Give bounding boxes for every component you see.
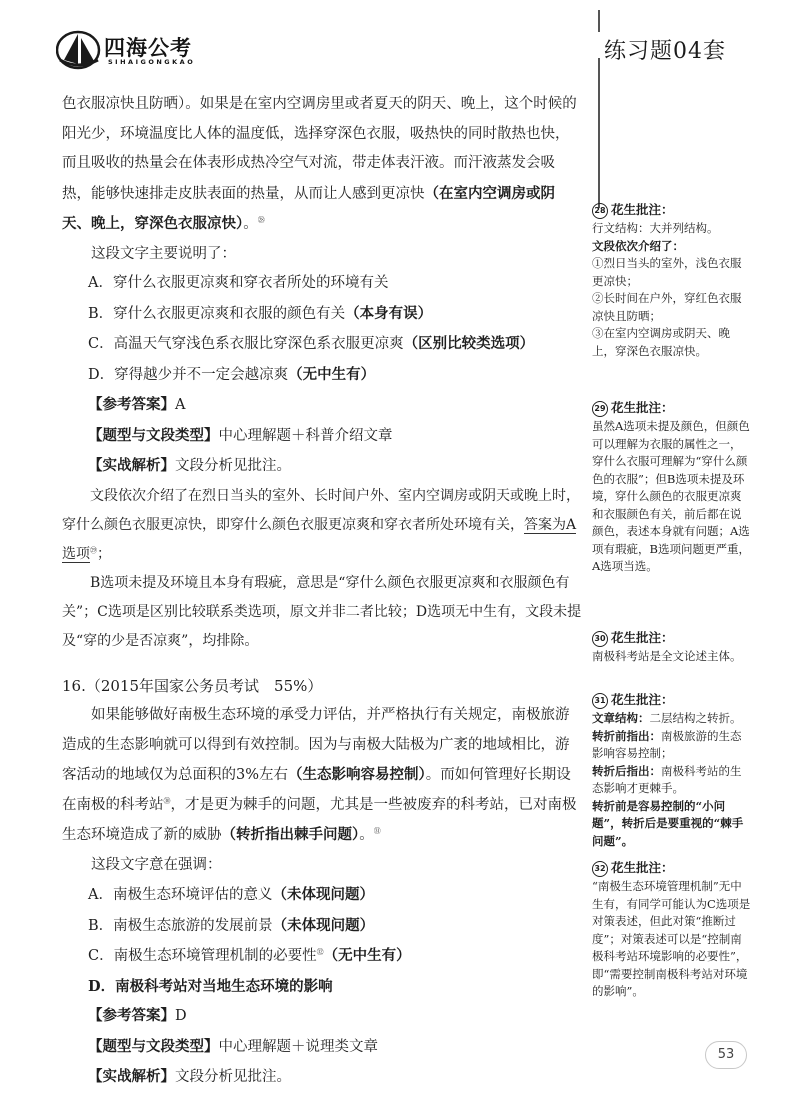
q15-option-c: C．高温天气穿浅色系衣服比穿深色系衣服更凉爽（区别比较类选项） (88, 335, 535, 352)
annotation-29: 29 花生批注： 虽然A选项未提及颜色，但颜色可以理解为衣服的属性之一，穿什么衣服可理解为“穿什么颜色的衣服”；但B选项未提及环境，穿什么颜色的衣服更凉爽和衣服颜色有关，前后都在说颜色，表述本身就有问题；A选项有瑕疵，B选项问题更严重，A选项当选。 (592, 400, 750, 573)
main-column (62, 90, 582, 1093)
set-title: 练习题04套 (604, 39, 726, 64)
annotation-30: 30 花生批注： 南极科考站是全文论述主体。 (592, 630, 742, 663)
logo-text: 四海公考 (104, 36, 192, 60)
q15-passage: 色衣服凉快且防晒）。如果是在室内空调房里或者夏天的阴天、晚上，这个时候的阳光少，环境温度比人体的温度低，选择穿深色衣服，吸热快的同时散热也快，而且吸收的热量会在体表形成热冷空气对流，带走体表汗液。而汗液蒸发会吸热，能够快速排走皮肤表面的热量，从而让人感到更凉快（在室内空调房或阴天、晚上，穿深色衣服凉快）。$^㉘$ (62, 96, 577, 232)
page-number: 53 (705, 1041, 747, 1069)
q16-option-c: C．南极生态环境管理机制的必要性$^㉜$（无中生有） (88, 947, 411, 964)
note-number-31: 31 (592, 693, 608, 709)
note-number-30: 30 (592, 631, 608, 647)
q16-passage: 如果能够做好南极生态环境的承受力评估，并严格执行有关规定，南极旅游造成的生态影响就可以得到有效控制。因为与南极大陆极为广袤的地域相比，游客活动的地域仅为总面积的3%左右（生态影响容易控制）。而如何管理好长期设在南极的科考站$^㉚$，才是更为棘手的问题，尤其是一些被废弃的科考站，已对南极生态环境造成了新的威胁（转折指出棘手问题）。$^㉛$ (62, 707, 577, 843)
logo-subtext: SIHAIGONGKAO (108, 58, 196, 66)
q16-type: 【题型与文段类型】中心理解题＋说理类文章 (88, 1037, 378, 1055)
q16-answer: 【参考答案】D (88, 1007, 187, 1024)
note-number-28: 28 (592, 203, 608, 219)
q16-analysis-label: 【实战解析】文段分析见批注。 (88, 1068, 291, 1085)
q16-option-b: B．南极生态旅游的发展前景（未体现问题） (88, 916, 375, 934)
q16-heading: 16.（2015年国家公务员考试 55%） (62, 676, 323, 695)
margin-rule-top (598, 10, 600, 32)
q15-type: 【题型与文段类型】中心理解题＋科普介绍文章 (88, 426, 393, 444)
page-header (0, 0, 800, 80)
q16-option-d: D．南极科考站对当地生态环境的影响 (88, 977, 333, 995)
q15-answer: 【参考答案】A (88, 396, 186, 413)
sail-logo-icon (56, 30, 102, 70)
q16-option-a: A．南极生态环境评估的意义（未体现问题） (88, 886, 374, 903)
q15-analysis-label: 【实战解析】文段分析见批注。 (88, 457, 291, 474)
q15-explanation-2: B选项未提及环境且本身有瑕疵，意思是“穿什么颜色衣服更凉爽和衣服颜色有关”；C选项是区别比较联系类选项，原文并非二者比较；D选项无中生有，文段未提及“穿的少是否凉爽”，均排除。 (62, 574, 582, 649)
annotation-32: 32 花生批注： “南极生态环境管理机制”无中生有，有同学可能认为C选项是对策表述，但此对策“推断过度”；对策表述可以是“控制南极科考站环境影响的必要性”，即“需要控制南极科考站对环境的影响”。 (592, 860, 751, 998)
note-number-32: 32 (592, 861, 608, 877)
q15-option-d: D．穿得越少并不一定会越凉爽（无中生有） (88, 365, 376, 383)
margin-rule-bottom (598, 58, 600, 208)
annotation-31: 31 花生批注： 文章结构：二层结构之转折。 转折前指出：南极旅游的生态影响容易控制； 转折后指出：南极科考站的生态影响才更棘手。 转折前是容易控制的“小问题”，转折后是要重视的“棘手问题”。 (592, 692, 744, 848)
q15-option-a: A．穿什么衣服更凉爽和穿衣者所处的环境有关 (88, 275, 389, 291)
q15-explanation-1: 文段依次介绍了在烈日当头的室外、长时间户外、室内空调房或阴天或晚上时，穿什么颜色衣服更凉快，即穿什么颜色衣服更凉爽和穿衣者所处环境有关，答案为A选项$^㉙$； (62, 487, 580, 562)
note-number-29: 29 (592, 401, 608, 417)
annotation-28: 28 花生批注： 行文结构：大并列结构。 文段依次介绍了： ①烈日当头的室外，浅色衣服更凉快； ②长时间在户外，穿红色衣服凉快且防晒； ③在室内空调房或阴天、晚上，穿深色衣服凉快。 (592, 202, 742, 358)
q15-option-b: B．穿什么衣服更凉爽和衣服的颜色有关（本身有误） (88, 304, 433, 322)
q15-stem: 这段文字主要说明了： (91, 245, 236, 262)
brand-logo (56, 30, 216, 70)
q16-stem: 这段文字意在强调： (91, 856, 222, 873)
